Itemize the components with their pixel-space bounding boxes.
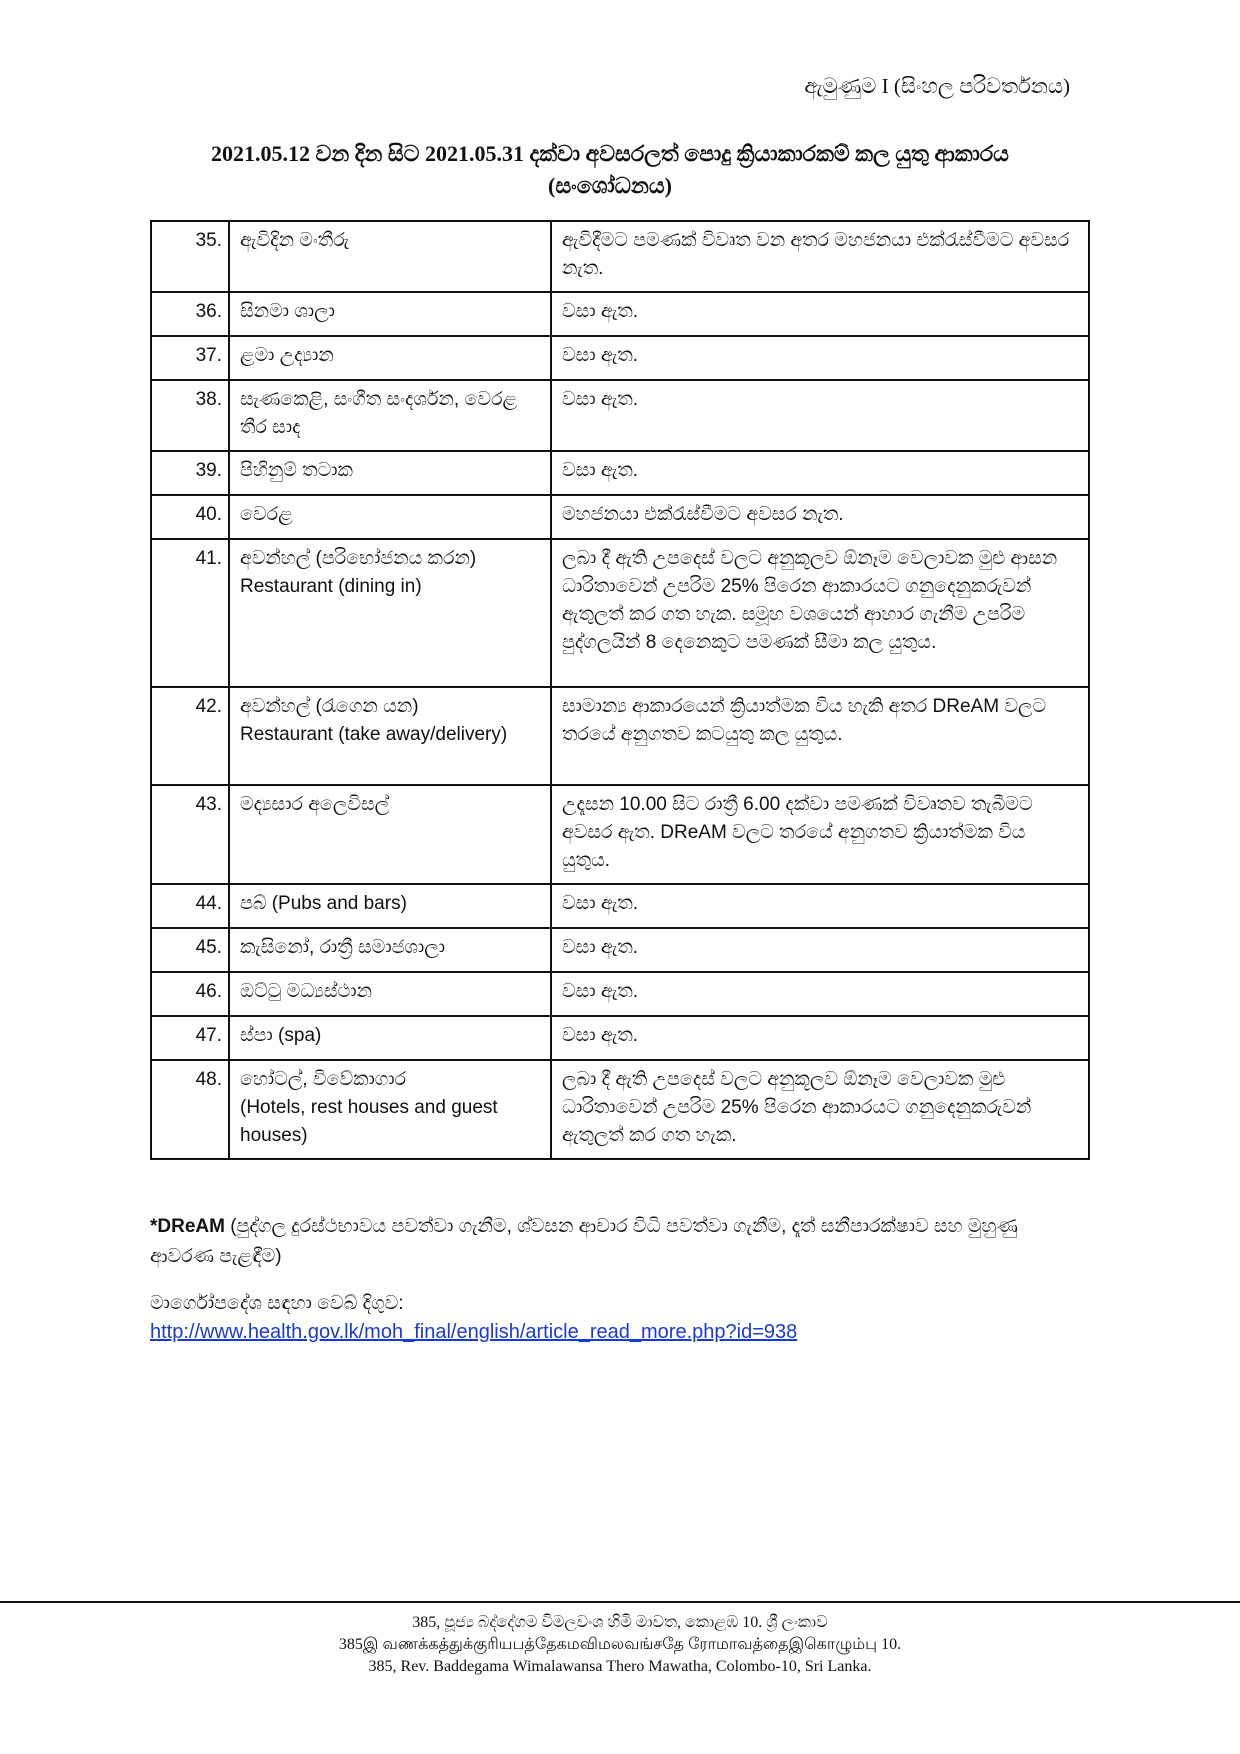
guideline-link[interactable]: http://www.health.gov.lk/moh_final/english/article_read_more.php?id=938 (150, 1321, 798, 1343)
table-row (151, 221, 1089, 292)
activity-name: කැසිනෝ, රාත්‍රී සමාජශාලා (229, 928, 551, 972)
row-number: 43. (151, 785, 229, 884)
table-row (151, 1060, 1089, 1159)
activity-rule: වසා ඇත. (551, 928, 1089, 972)
activity-rule: ලබා දී ඇති උපදෙස් වලට අනුකූලව ඕනෑම වෙලාවක මුළු ධාරිතාවෙන් උපරිම 25% පිරෙන ආකාරයට ගනුදෙනුකරුවන් ඇතුලත් කර ගත හැක. (551, 1060, 1089, 1159)
activity-name: ඇවිදින මංතීරු (229, 221, 551, 292)
activity-name: ඔට්ටු මධ්‍යස්ථාන (229, 972, 551, 1016)
activity-name: සිනමා ශාලා (229, 292, 551, 336)
dream-term: *DReAM (150, 1216, 225, 1237)
activity-name-sinhala: අවන්හල් (රැගෙන යන) (240, 696, 419, 717)
row-number: 44. (151, 884, 229, 928)
row-number: 48. (151, 1060, 229, 1159)
activity-name (229, 1060, 551, 1159)
title-line-1: 2021.05.12 වන දින සිට 2021.05.31 දක්වා අවසරලත් පොදු ක්‍රියාකාරකම් කල යුතු ආකාරය (211, 141, 1009, 166)
row-number: 40. (151, 495, 229, 539)
guideline-label: මාර්ගෝපදේශ සඳහා වෙබ් දිගුව: (150, 1293, 404, 1314)
activity-name: ළමා උද්‍යාන (229, 336, 551, 380)
row-number: 42. (151, 687, 229, 785)
activity-name (229, 539, 551, 687)
activity-name-sinhala: අවන්හල් (පරිභෝජනය කරන) (240, 548, 477, 569)
activity-name: පිහිනුම් තටාක (229, 451, 551, 495)
table-row (151, 884, 1089, 928)
annex-label: ඇමුණුම I (සිංහල පරිවර්තනය) (804, 74, 1070, 98)
table-row (151, 687, 1089, 785)
title-line-2: (සංශෝධනය) (548, 173, 672, 198)
row-number: 45. (151, 928, 229, 972)
activity-name-english: Restaurant (take away/delivery) (240, 724, 508, 745)
activity-rule: මහජනයා එක්රැස්වීමට අවසර නැත. (551, 495, 1089, 539)
row-number: 36. (151, 292, 229, 336)
table-row (151, 928, 1089, 972)
table-row (151, 785, 1089, 884)
activity-rule: උදෑසන 10.00 සිට රාත්‍රී 6.00 දක්වා පමණක් විවෘතව තැබීමට අවසර ඇත. DReAM වලට තරයේ අනුගතව ක්‍රියාත්මක විය යුතුය. (551, 785, 1089, 884)
activity-name: පබ් (Pubs and bars) (229, 884, 551, 928)
activity-rule: වසා ඇත. (551, 451, 1089, 495)
row-number: 39. (151, 451, 229, 495)
row-number: 38. (151, 380, 229, 451)
row-number: 41. (151, 539, 229, 687)
activity-rule: ඇවිදීමට පමණක් විවෘත වන අතර මහජනයා එක්රැස්වීමට අවසර නැත. (551, 221, 1089, 292)
table-row (151, 380, 1089, 451)
table-row (151, 495, 1089, 539)
activity-name: මද්‍යසාර අලෙවිසල් (229, 785, 551, 884)
page-title (150, 138, 1070, 202)
activity-rule: වසා ඇත. (551, 972, 1089, 1016)
table-row (151, 539, 1089, 687)
activity-rule: සාමාන්‍ය ආකාරයෙන් ක්‍රියාත්මක විය හැකි අතර DReAM වලට තරයේ අනුගතව කටයුතු කල යුතුය. (551, 687, 1089, 785)
row-number: 37. (151, 336, 229, 380)
activity-rule: වසා ඇත. (551, 1016, 1089, 1060)
table-row (151, 451, 1089, 495)
row-number: 47. (151, 1016, 229, 1060)
activity-rule: වසා ඇත. (551, 292, 1089, 336)
activity-name (229, 687, 551, 785)
activity-name: ස්පා (spa) (229, 1016, 551, 1060)
activity-name-sinhala: හෝටල්, විවේකාගාර (240, 1069, 407, 1090)
activity-name: වෙරළ (229, 495, 551, 539)
dream-footnote (150, 1212, 1070, 1272)
table-row (151, 336, 1089, 380)
activity-rule: වසා ඇත. (551, 380, 1089, 451)
row-number: 35. (151, 221, 229, 292)
footer-address (0, 1612, 1240, 1678)
activity-rule: වසා ඇත. (551, 336, 1089, 380)
table-row (151, 1016, 1089, 1060)
footer-address-sinhala: 385, පූජ්‍ය බද්දේගම විමලවංශ හිමි මාවත, කොළඹ 10. ශ්‍රී ලංකාව (412, 1614, 828, 1631)
footer-divider (0, 1601, 1240, 1603)
activity-rule: ලබා දී ඇති උපදෙස් වලට අනුකූලව ඕනෑම වෙලාවක මුළු ආසන ධාරිතාවෙන් උපරිම 25% පිරෙන ආකාරයට ගනුදෙනුකරුවන් ඇතුලත් කර ගත හැක. සමූහ වශයෙන් ආහාර ගැනීම උපරිම පුද්ගලයින් 8 දෙනෙකුට පමණක් සීමා කල යුතුය. (551, 539, 1089, 687)
activity-name-english: (Hotels, rest houses and guest houses) (240, 1097, 498, 1146)
activity-name: සැණකෙළි, සංගීත සංදර්ශන, වෙරළ තීර සාද (229, 380, 551, 451)
table-row (151, 972, 1089, 1016)
footer-address-tamil: 385இ வணக்கத்துக்குரியபத்தேகமவிமலவங்சதே ரோமாவத்தைஇகொழும்பு 10. (338, 1636, 902, 1653)
activity-name-english: Restaurant (dining in) (240, 576, 422, 597)
activities-table (150, 220, 1090, 1160)
footer-address-english: 385, Rev. Baddegama Wimalawansa Thero Mawatha, Colombo-10, Sri Lanka. (368, 1658, 872, 1675)
table-row (151, 292, 1089, 336)
dream-definition: (පුද්ගල දුරස්ථභාවය පවත්වා ගැනීම, ශ්වසන ආචාර විධි පවත්වා ගැනීම, දෑත් සනීපාරක්ෂාව සහ මුහුණු ආවරණ පැළඳීම) (150, 1216, 1018, 1267)
activity-rule: වසා ඇත. (551, 884, 1089, 928)
row-number: 46. (151, 972, 229, 1016)
